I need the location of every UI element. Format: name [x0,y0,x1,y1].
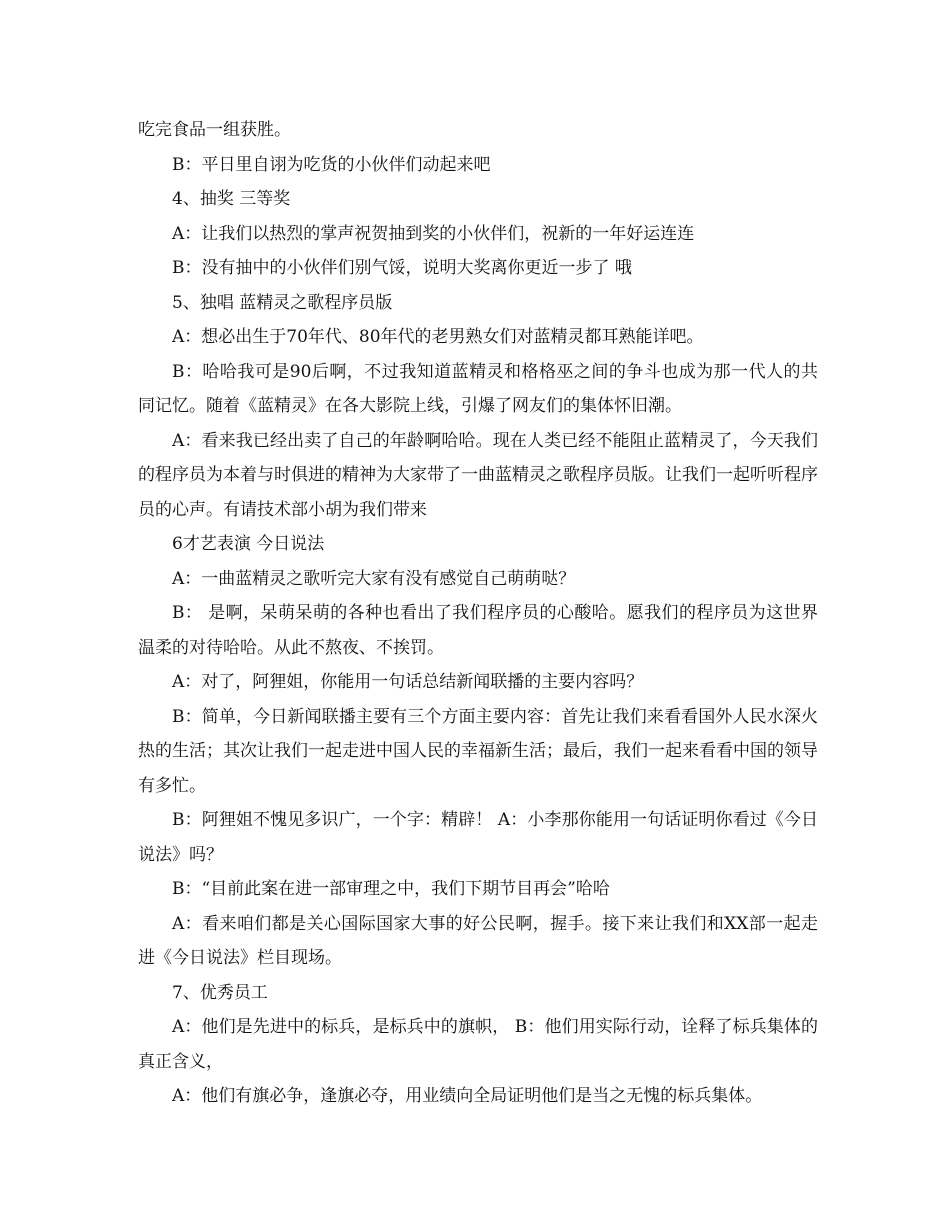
paragraph: A：对了，阿狸姐，你能用一句话总结新闻联播的主要内容吗？ [172,672,644,692]
paragraph: B：阿狸姐不愧见多识广，一个字：精辟！ A：小李那你能用一句话证明你看过《今日说法》吗？ [138,810,818,865]
paragraph: B：“目前此案在进一部审理之中，我们下期节目再会”哈哈 [172,879,610,899]
paragraph: A：看来咱们都是关心国际国家大事的好公民啊，握手。接下来让我们和XX部一起走进《今日说法》栏目现场。 [138,913,818,968]
section-heading: 7、优秀员工 [172,982,268,1003]
paragraph: 吃完食品一组获胜。 [138,120,291,140]
paragraph: B：平日里自诩为吃货的小伙伴们动起来吧 [172,154,491,175]
paragraph: B： 是啊，呆萌呆萌的各种也看出了我们程序员的心酸哈。愿我们的程序员为这世界温柔的对待哈哈。从此不熬夜、不挨罚。 [138,603,818,658]
paragraph: B：哈哈我可是90后啊，不过我知道蓝精灵和格格巫之间的争斗也成为那一代人的共同记忆。随着《蓝精灵》在各大影院上线，引爆了网友们的集体怀旧潮。 [138,361,818,416]
paragraph: A：他们有旗必争，逢旗必夺，用业绩向全局证明他们是当之无愧的标兵集体。 [172,1086,763,1106]
paragraph: A：看来我已经出卖了自己的年龄啊哈哈。现在人类已经不能阻止蓝精灵了，今天我们的程序员为本着与时俱进的精神为大家带了一曲蓝精灵之歌程序员版。让我们一起听听程序员的心声。有请技术部小胡为我们带来 [138,430,818,520]
paragraph: A：想必出生于70年代、80年代的老男熟女们对蓝精灵都耳熟能详吧。 [172,327,704,347]
section-heading: 5、独唱 蓝精灵之歌程序员版 [172,292,393,313]
paragraph: A：让我们以热烈的掌声祝贺抽到奖的小伙伴们，祝新的一年好运连连 [172,223,695,244]
paragraph: B：没有抽中的小伙伴们别气馁，说明大奖离你更近一步了 哦 [172,258,632,278]
paragraph: A：他们是先进中的标兵，是标兵中的旗帜， B：他们用实际行动，诠释了标兵集体的真正含义， [138,1017,818,1072]
section-heading: 6才艺表演 今日说法 [172,534,325,554]
section-heading: 4、抽奖 三等奖 [172,189,291,209]
paragraph: B：简单，今日新闻联播主要有三个方面主要内容：首先让我们来看看国外人民水深火热的生活；其次让我们一起走进中国人民的幸福新生活；最后，我们一起来看看中国的领导有多忙。 [138,706,818,796]
document-body [138,113,818,1114]
paragraph: A：一曲蓝精灵之歌听完大家有没有感觉自己萌萌哒？ [172,568,576,589]
